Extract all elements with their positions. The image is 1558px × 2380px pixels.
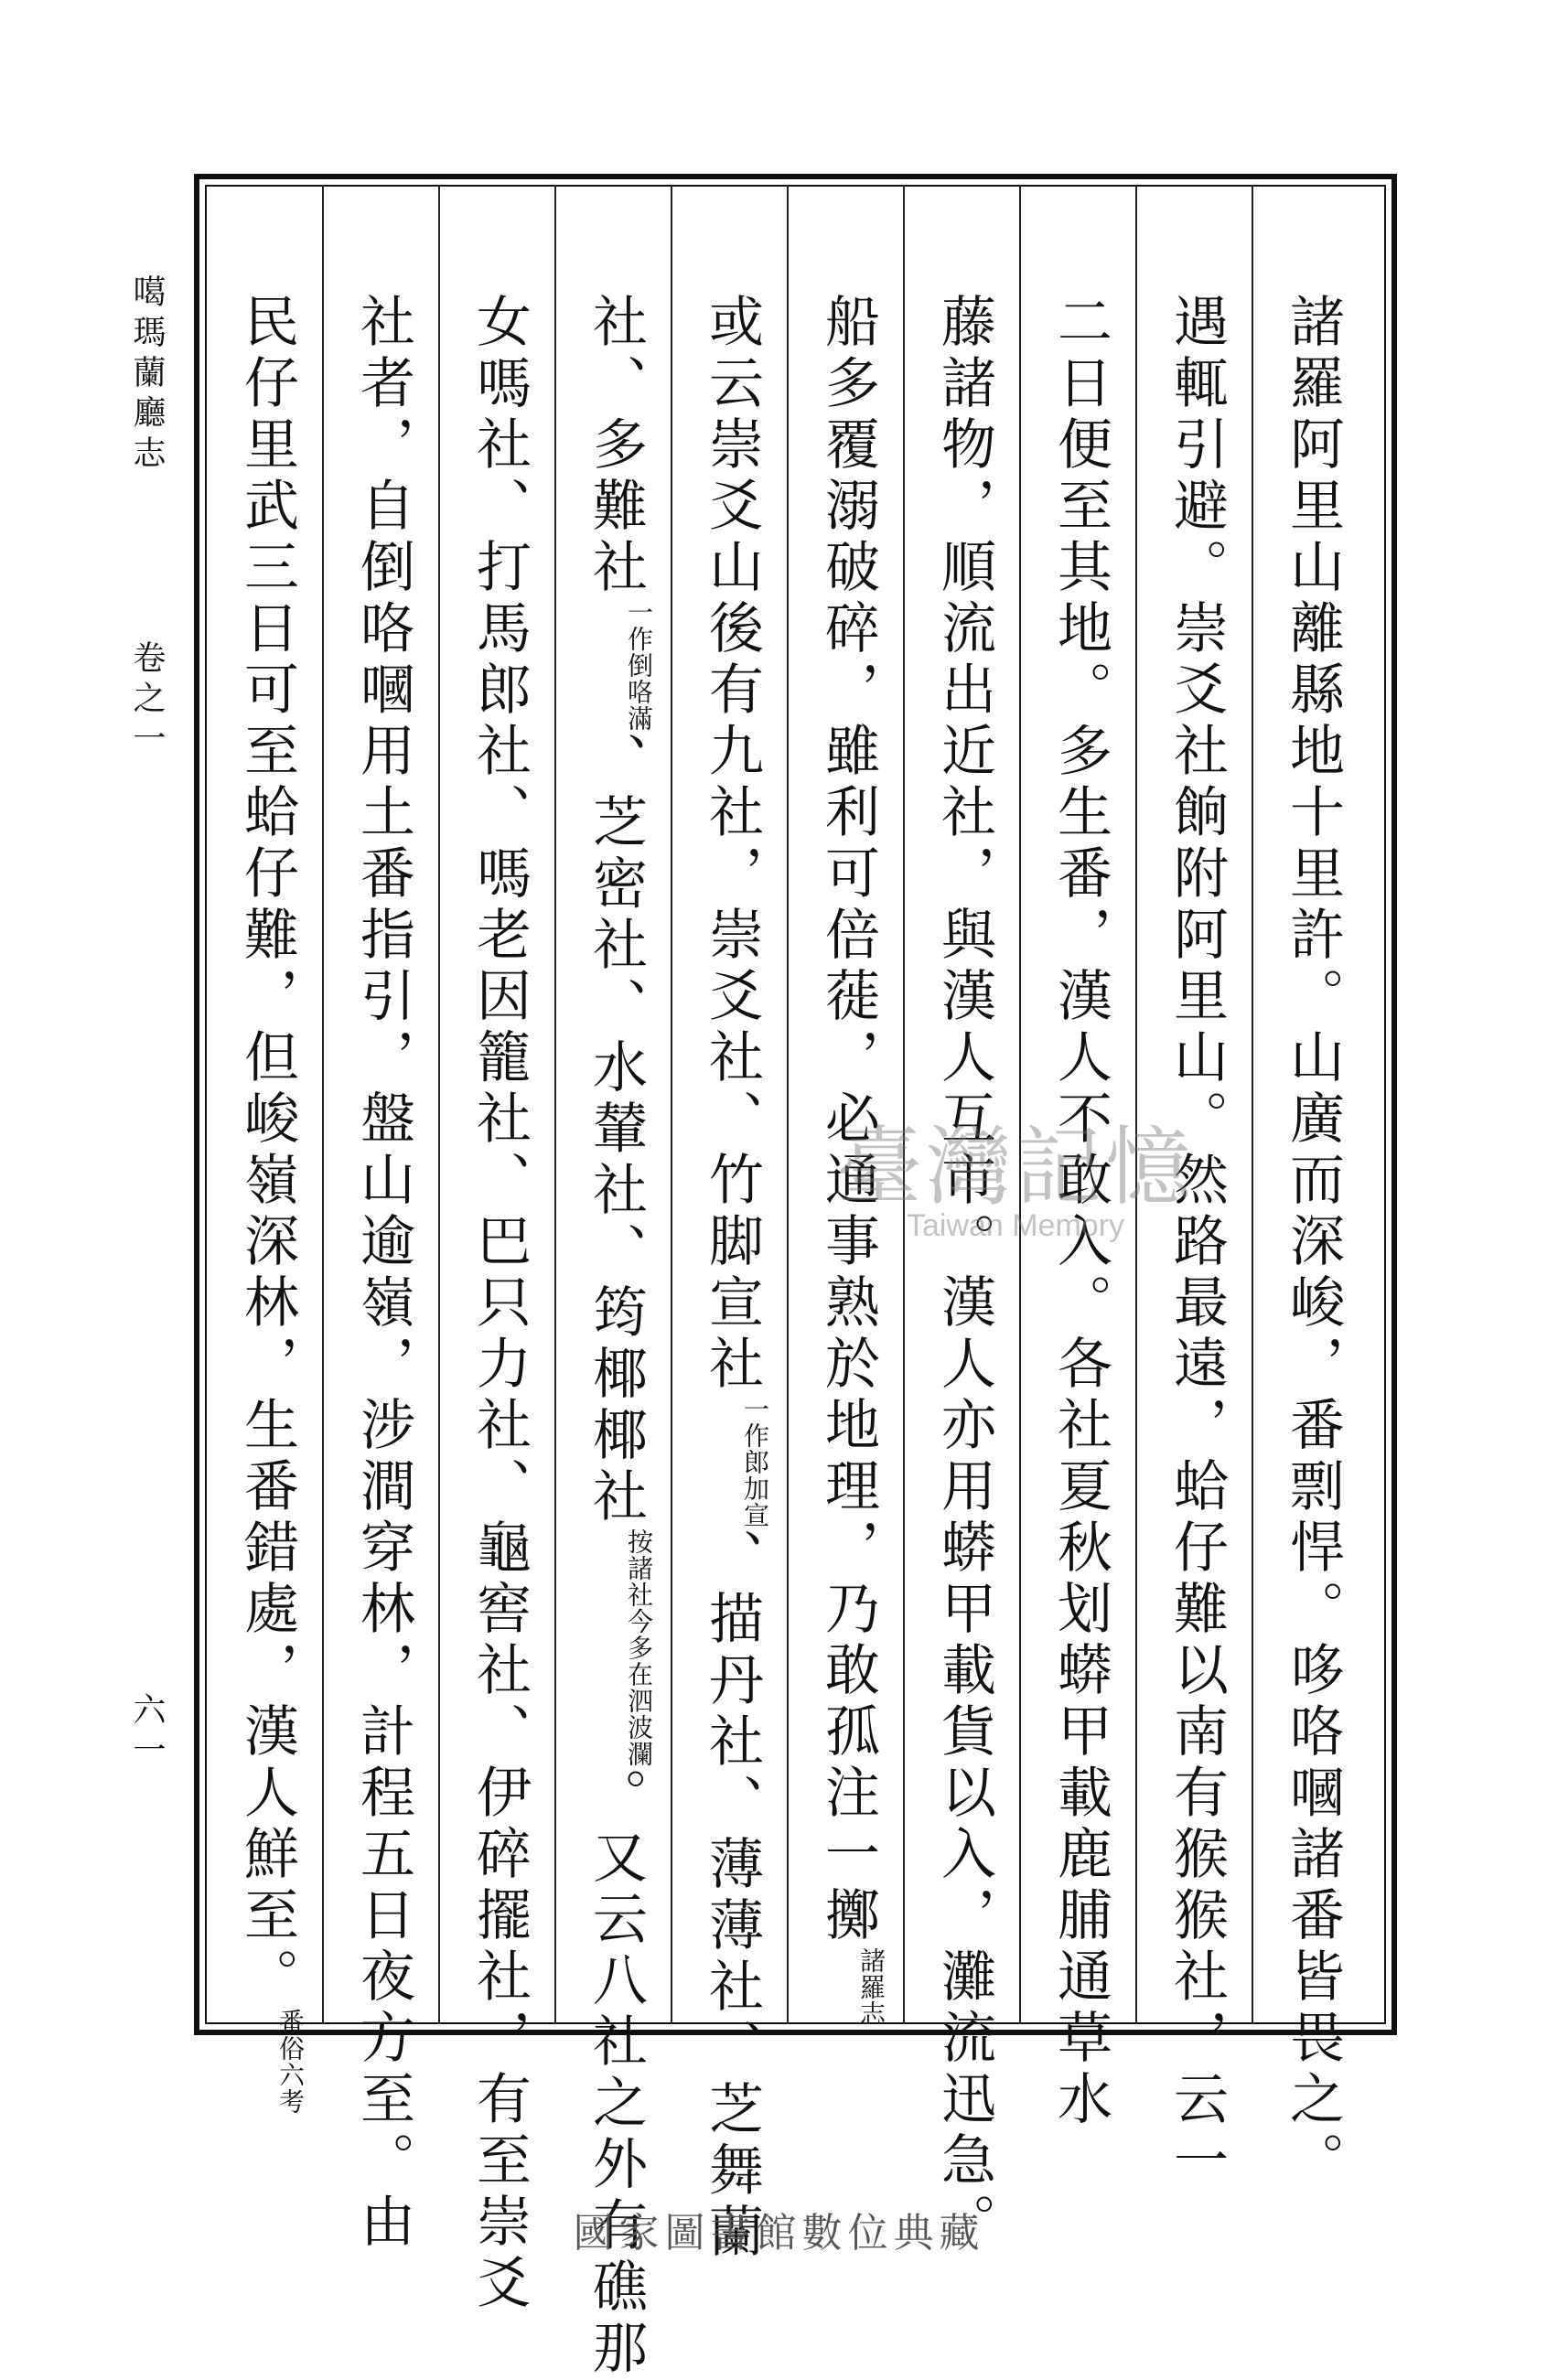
column-text-continued: 。又云八社之外有礁那 [584,1767,648,2380]
annotation-note: 諸羅志 [856,1947,886,2027]
footer-credit: 國家圖書館數位典藏 [573,2210,985,2257]
text-column-8 [463,293,536,2315]
column-text: 諸羅阿里山離縣地十里許。山廣而深峻，番剽悍。哆咯嘓諸番皆畏之。 [1281,293,1345,2192]
column-text: 民仔里武三日可至蛤仔難，但峻嶺深林，生番錯處，漢人鮮至。 [235,293,299,2009]
column-text: 社者，自倒咯嘓用土番指引，盤山逾嶺，涉澗穿林，計程五日夜方至。由 [351,293,415,2254]
column-text: 遇輒引避。崇爻社餉附阿里山。然路最遠，蛤仔難以南有猴猴社，云一 [1165,293,1229,2192]
column-rule [1019,185,1021,2024]
text-column-5 [811,293,885,2027]
column-rule [554,185,556,2024]
page-number: 六一 [128,1692,166,1773]
column-text: 藤諸物，順流出近社，與漢人互市。漢人亦用蟒甲載貨以入，灘流迅急。 [932,293,996,2254]
watermark-title: 臺灣記憶 [835,1118,1195,1217]
annotation-note: 一作郎加宣 [740,1396,770,1528]
column-text: 社、多難社 [584,293,648,599]
column-rule [1252,185,1253,2024]
column-text: 或云崇爻山後有九社，崇爻社、竹脚宣社 [700,293,764,1396]
column-text: 二日便至其地。多生番，漢人不敢入。各社夏秋划蟒甲載鹿脯通草水 [1048,293,1112,2131]
text-column-10 [231,293,304,2115]
column-text: 女嗎社、打馬郎社、嗎老因籠社、巴只力社、龜窖社、伊碎擺社，有至崇爻 [467,293,532,2315]
text-column-3 [1044,293,1117,2131]
text-column-2 [1160,293,1233,2192]
column-rule [438,185,440,2024]
column-rule [322,185,324,2024]
column-rule [1135,185,1137,2024]
annotation-note: 番俗六考 [275,2009,306,2115]
watermark-subtitle: Taiwan Memory [906,1208,1125,1243]
annotation-note: 一作倒咯滿 [624,599,654,732]
text-column-1 [1276,293,1349,2192]
text-column-9 [347,293,420,2254]
column-rule [903,185,905,2024]
text-column-7 [579,293,652,2380]
book-title: 噶瑪蘭廳志 [128,274,166,476]
column-text-continued: 、描丹社、薄薄社、芝舞蘭 [700,1528,764,2264]
volume-label: 卷之一 [128,640,166,761]
column-rule [671,185,672,2024]
annotation-note: 按諸社今多在泗波瀾 [624,1528,654,1767]
text-column-6 [695,293,768,2264]
column-rule [787,185,789,2024]
column-text: 船多覆溺破碎，雖利可倍蓰，必通事熟於地理，乃敢孤注一擲 [816,293,880,1947]
text-column-4 [928,293,1001,2254]
column-text-continued: 、芝密社、水輦社、筠椰椰社 [584,732,648,1528]
